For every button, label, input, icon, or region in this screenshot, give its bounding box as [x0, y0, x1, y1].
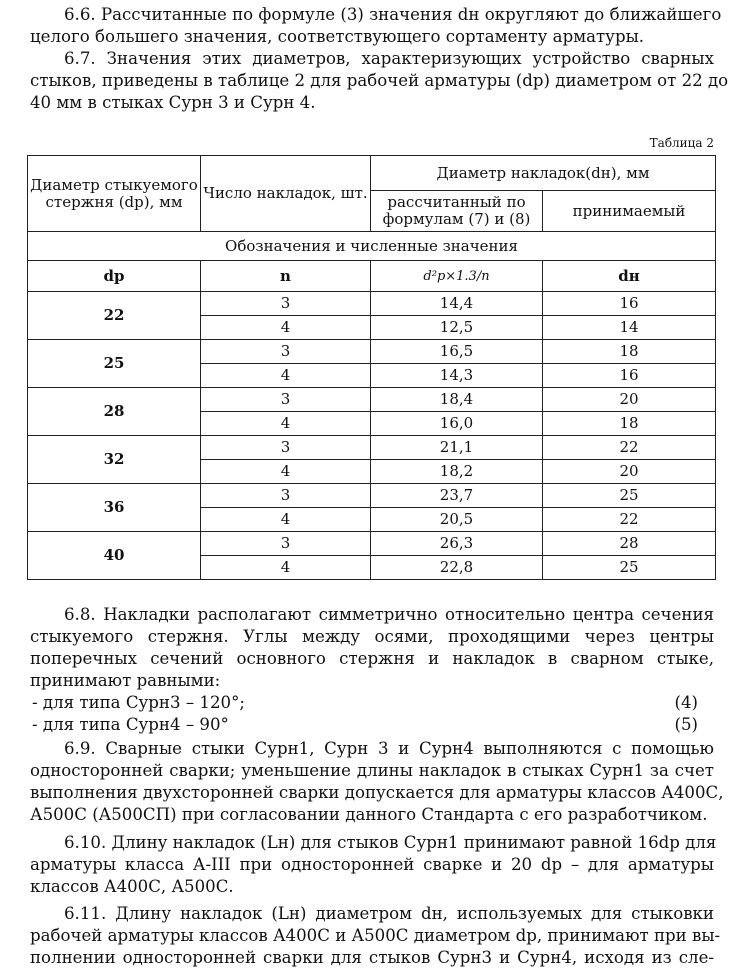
paragraph-6-10 — [30, 832, 717, 898]
calculated-diameter-cell: 12,5 — [371, 316, 543, 340]
rod-diameter-cell: 28 — [28, 388, 201, 436]
plate-count-cell: 4 — [201, 412, 371, 436]
calculated-diameter-cell: 20,5 — [371, 508, 543, 532]
text-line: 6.11. Длину накладок (Lн) диаметром dн, используемых для стыковки — [64, 904, 714, 923]
equation-number: (4) — [674, 693, 698, 712]
header-accepted: принимаемый — [543, 191, 716, 232]
header-calculated: рассчитанный по формулам (7) и (8) — [371, 191, 543, 232]
text-line: целого большего значения, соответствующего сортаменту арматуры. — [30, 27, 645, 46]
header-plate-diameter: Диаметр накладок(dн), мм — [371, 156, 716, 191]
list-item — [30, 714, 698, 736]
paragraph-6-6 — [30, 4, 722, 48]
accepted-diameter-cell: 25 — [543, 484, 716, 508]
calculated-diameter-cell: 26,3 — [371, 532, 543, 556]
calculated-diameter-cell: 22,8 — [371, 556, 543, 580]
paragraph-6-8 — [30, 604, 714, 736]
list-item-text: - для типа Сурн3 – 120°; — [32, 693, 245, 712]
plate-count-cell: 3 — [201, 388, 371, 412]
accepted-diameter-cell: 16 — [543, 292, 716, 316]
plate-count-cell: 3 — [201, 532, 371, 556]
symbol-formula: d²р×1.3/n — [371, 261, 543, 292]
table-row — [28, 436, 716, 460]
header-rod-diameter: Диаметр стыкуемого стержня (dр), мм — [28, 156, 201, 232]
paragraph-6-11 — [30, 903, 721, 969]
text-line: выполнения двухсторонней сварки допускается для арматуры классов А400С, — [30, 783, 724, 802]
rod-diameter-cell: 25 — [28, 340, 201, 388]
calculated-diameter-cell: 23,7 — [371, 484, 543, 508]
text-line: стыкуемого стержня. Углы между осями, проходящими через центры — [30, 627, 714, 646]
symbol-dn: dн — [543, 261, 716, 292]
accepted-diameter-cell: 20 — [543, 388, 716, 412]
list-item — [30, 692, 698, 714]
rod-diameter-cell: 40 — [28, 532, 201, 580]
text-line: классов А400С, А500С. — [30, 877, 234, 896]
equation-number: (5) — [674, 715, 698, 734]
text-line: односторонней сварки; уменьшение длины накладок в стыках Сурн1 за счет — [30, 761, 714, 780]
plate-count-cell: 4 — [201, 460, 371, 484]
accepted-diameter-cell: 25 — [543, 556, 716, 580]
accepted-diameter-cell: 14 — [543, 316, 716, 340]
text-line: А500С (А500СП) при согласовании данного Стандарта с его разработчиком. — [30, 805, 708, 824]
plate-count-cell: 3 — [201, 340, 371, 364]
calculated-diameter-cell: 16,0 — [371, 412, 543, 436]
text-line: стыков, приведены в таблице 2 для рабочей арматуры (dр) диаметром от 22 до — [30, 71, 729, 90]
text-line: 6.6. Рассчитанные по формуле (3) значения dн округляют до ближайшего — [64, 5, 722, 24]
table-row — [28, 292, 716, 316]
table-row — [28, 484, 716, 508]
calculated-diameter-cell: 16,5 — [371, 340, 543, 364]
text-line: 6.8. Накладки располагают симметрично относительно центра сечения — [64, 605, 714, 624]
accepted-diameter-cell: 18 — [543, 412, 716, 436]
calculated-diameter-cell: 18,2 — [371, 460, 543, 484]
plate-count-cell: 3 — [201, 484, 371, 508]
text-line: поперечных сечений основного стержня и накладок в сварном стыке, — [30, 649, 714, 668]
table-row — [28, 388, 716, 412]
accepted-diameter-cell: 20 — [543, 460, 716, 484]
rod-diameter-cell: 36 — [28, 484, 201, 532]
plate-count-cell: 4 — [201, 364, 371, 388]
text-line: 6.7. Значения этих диаметров, характеризующих устройство сварных — [64, 49, 714, 68]
calculated-diameter-cell: 14,4 — [371, 292, 543, 316]
header-plate-count: Число накладок, шт. — [201, 156, 371, 232]
text-line: 6.10. Длину накладок (Lн) для стыков Сурн1 принимают равной 16dр для — [64, 833, 717, 852]
text-line: 6.9. Сварные стыки Сурн1, Сурн 3 и Сурн4 выполняются с помощью — [64, 739, 714, 758]
accepted-diameter-cell: 22 — [543, 436, 716, 460]
paragraph-6-7 — [30, 48, 729, 114]
accepted-diameter-cell: 22 — [543, 508, 716, 532]
calculated-diameter-cell: 14,3 — [371, 364, 543, 388]
table-row — [28, 340, 716, 364]
rod-diameter-cell: 32 — [28, 436, 201, 484]
symbol-n: n — [201, 261, 371, 292]
plate-count-cell: 4 — [201, 508, 371, 532]
paragraph-6-9 — [30, 738, 724, 826]
accepted-diameter-cell: 16 — [543, 364, 716, 388]
table-row — [28, 532, 716, 556]
symbol-dp: dр — [28, 261, 201, 292]
calculated-diameter-cell: 18,4 — [371, 388, 543, 412]
plate-count-cell: 4 — [201, 316, 371, 340]
text-line: арматуры класса А-III при односторонней сварке и 20 dр – для арматуры — [30, 855, 714, 874]
diameter-table — [27, 155, 716, 580]
rod-diameter-cell: 22 — [28, 292, 201, 340]
table-body — [28, 292, 716, 580]
list-item-text: - для типа Сурн4 – 90° — [32, 715, 229, 734]
plate-count-cell: 4 — [201, 556, 371, 580]
accepted-diameter-cell: 28 — [543, 532, 716, 556]
text-line: полнении односторонней сварки для стыков Сурн3 и Сурн4, исходя из сле- — [30, 948, 714, 967]
text-line: принимают равными: — [30, 671, 221, 690]
table-caption: Таблица 2 — [649, 136, 714, 150]
text-line: рабочей арматуры классов А400С и А500С диаметром dр, принимают при вы- — [30, 926, 721, 945]
calculated-diameter-cell: 21,1 — [371, 436, 543, 460]
accepted-diameter-cell: 18 — [543, 340, 716, 364]
section-title: Обозначения и численные значения — [28, 232, 716, 261]
plate-count-cell: 3 — [201, 436, 371, 460]
plate-count-cell: 3 — [201, 292, 371, 316]
text-line: 40 мм в стыках Сурн 3 и Сурн 4. — [30, 93, 316, 112]
